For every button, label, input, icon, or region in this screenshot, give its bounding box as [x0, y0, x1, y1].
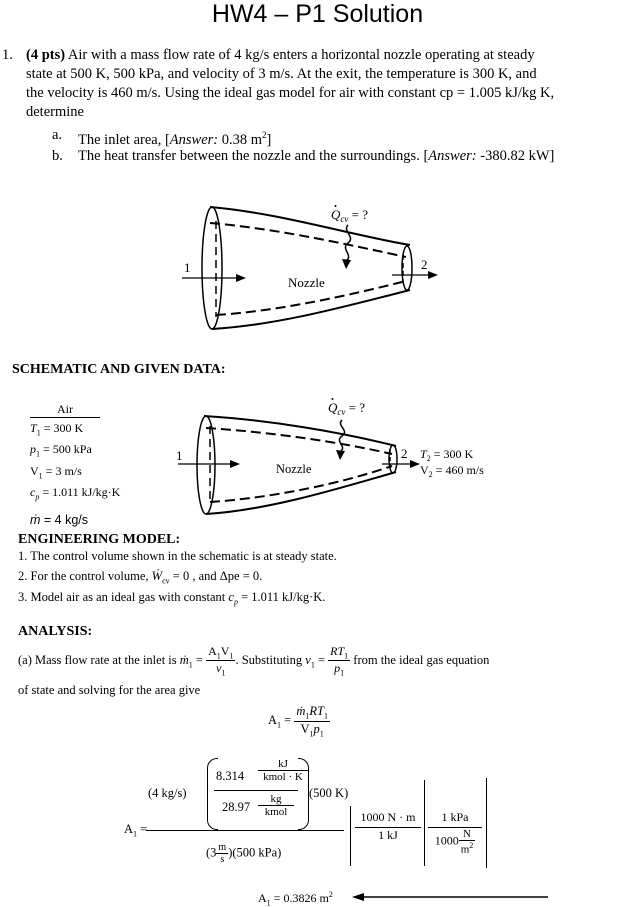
- model-item-3: 3. Model air as an ideal gas with constant $c_p = 1.011$ kJ/kg·K.: [18, 590, 326, 607]
- nozzle1-inlet-arrowhead: [236, 274, 246, 282]
- nozzle1-inlet-ellipse: [202, 207, 222, 329]
- nozzle2-outlet-number: 2: [401, 446, 408, 461]
- model-item-1: 1. The control volume shown in the schematic is at steady state.: [18, 549, 337, 563]
- result-arrow: [352, 892, 552, 902]
- problem-line-1: [26, 46, 635, 65]
- nozzle-figure-2: [170, 392, 510, 522]
- conv-factor-2: 1 kPa 1000 $\frac{N}{m^2}$: [428, 810, 482, 856]
- given-mdot: ṁ = 4 kg/s: [30, 512, 89, 527]
- mass-flow-fraction: $\frac{A_1V_1}{v_1}$: [208, 644, 234, 678]
- part-a-close: ]: [266, 131, 272, 148]
- big-eq-mass: (4 kg/s): [148, 786, 187, 800]
- big-eq-R-units: kJ kmol · K: [258, 758, 308, 783]
- conv-factor-1: 1000 N · m 1 kJ: [355, 810, 421, 843]
- nozzle2-label: Nozzle: [276, 462, 312, 476]
- nozzle1-cv-top: [210, 223, 406, 257]
- nozzle2-q-label: $Q_{cv}$ = ?: [328, 400, 365, 417]
- given-p1: $p_1 = 500$ kPa: [30, 442, 92, 459]
- big-eq-A1: $A_1$ =: [124, 822, 148, 839]
- nozzle2-inlet-number: 1: [176, 448, 183, 463]
- nozzle1-outlet-arrowhead: [428, 271, 438, 279]
- part-a-answer-value: 0.38 m: [218, 131, 263, 148]
- conv-bar-3: [486, 778, 487, 868]
- area-fraction: $\frac{ṁ_1RT_1}{V_1p_1}$: [296, 704, 328, 738]
- exit-T2: $T_2 = 300$ K: [420, 447, 474, 463]
- nozzle2-heat-wave: [339, 420, 344, 452]
- specific-volume-fraction: $\frac{RT_1}{p_1}$: [330, 644, 349, 678]
- part-b-answer-word: Answer:: [428, 148, 477, 164]
- given-data: [30, 401, 120, 528]
- area-equation: $A_1$ = $\frac{ṁ_1RT_1}{V_1p_1}$: [268, 704, 328, 738]
- problem-line-2: state at 500 K, 500 kPa, and velocity of 3 m/s. At the exit, the temperature is 300 K, and: [26, 66, 537, 82]
- big-eq-M-units: kg kmol: [258, 793, 294, 818]
- nozzle2-outlet-arrowhead: [410, 460, 420, 468]
- problem-line-4: determine: [26, 104, 84, 120]
- given-cp: $c_p = 1.011$ kJ/kg·K: [30, 485, 121, 502]
- analysis-line-1: (a) Mass flow rate at the inlet is ṁ$_1$ = $\frac{A_1V_1}{v_1}$ . Substituting $v_1$ = $\frac{RT_1}{p_1}$ from the ideal gas equation: [18, 644, 490, 678]
- nozzle1-inlet-number: 1: [184, 260, 191, 275]
- area-result: $A_1 = 0.3826$ $m^2$: [258, 890, 333, 907]
- given-fluid: Air: [30, 401, 100, 418]
- model-heading: ENGINEERING MODEL:: [18, 532, 181, 547]
- problem-number: 1.: [2, 47, 13, 63]
- problem-line-3: the velocity is 460 m/s. Using the ideal gas model for air with constant cp = 1.005 kJ/kg K,: [26, 85, 555, 101]
- big-eq-T: (500 K): [309, 786, 349, 800]
- problem-points: (4 pts): [26, 47, 66, 63]
- nozzle1-label: Nozzle: [288, 275, 325, 290]
- nozzle2-top-wall: [204, 416, 396, 446]
- model-item-2: 2. For the control volume, Ẇ$_{cv}$ = 0 , and Δpe = 0.: [18, 569, 263, 586]
- page-title: HW4 – P1 Solution: [211, 0, 424, 28]
- part-b-text: [78, 147, 554, 166]
- nozzle1-q-label: $Q_{cv}$ = ?: [331, 207, 368, 224]
- nozzle2-cv-top: [206, 428, 392, 454]
- big-eq-R: 8.314: [216, 769, 245, 783]
- part-a-answer-word: Answer:: [169, 131, 219, 148]
- given-V1: $V_1 = 3$ m/s: [30, 463, 82, 481]
- exit-V2: $V_2 = 460$ m/s: [420, 463, 484, 479]
- conv-bar-2: [424, 780, 425, 866]
- big-eq-fraction-bar: [146, 830, 344, 831]
- part-b-question: The heat transfer between the nozzle and the surroundings. [: [78, 148, 429, 164]
- nozzle2-bottom-wall: [206, 472, 396, 514]
- part-b-answer-value: -380.82 kW]: [476, 148, 555, 164]
- problem-text-1: Air with a mass flow rate of 4 kg/s enters a horizontal nozzle operating at steady: [67, 47, 535, 63]
- analysis-heading: ANALYSIS:: [18, 624, 93, 639]
- nozzle-figure-1: [170, 195, 450, 345]
- nozzle1-heat-wave: [345, 225, 350, 261]
- big-eq-denominator: (3 $\frac{m}{s}$ )(500 kPa): [206, 842, 282, 865]
- big-eq-inner-bar: [214, 790, 298, 791]
- part-a-label: a.: [52, 127, 63, 143]
- analysis-line-2: of state and solving for the area give: [18, 683, 201, 697]
- nozzle1-outlet-number: 2: [421, 257, 428, 272]
- nozzle2-heat-arrowhead: [336, 450, 345, 460]
- nozzle1-bottom-wall: [212, 290, 410, 329]
- part-a-answer-sup: 2: [262, 130, 267, 140]
- conv-bar-1: [350, 806, 351, 866]
- nozzle2-inlet-arrowhead: [230, 460, 240, 468]
- part-b-label: b.: [52, 148, 63, 164]
- schematic-heading: SCHEMATIC AND GIVEN DATA:: [12, 362, 226, 377]
- nozzle2-inlet-ellipse: [197, 416, 215, 514]
- big-eq-M: 28.97: [222, 800, 251, 814]
- nozzle1-heat-arrowhead: [342, 259, 351, 269]
- given-T1: $T_1 = 300$ K: [30, 421, 84, 438]
- part-a-question: The inlet area, [: [78, 131, 170, 148]
